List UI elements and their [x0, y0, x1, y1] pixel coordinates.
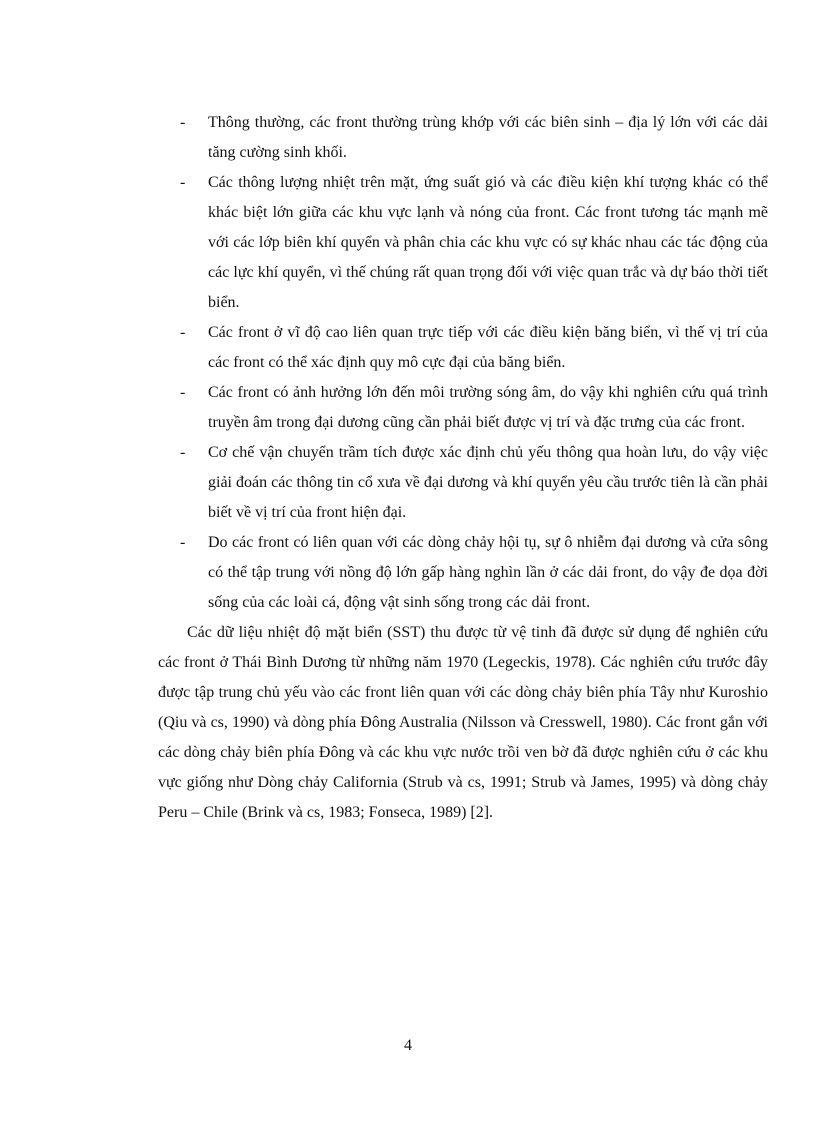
- bullet-marker: -: [180, 324, 186, 341]
- bullet-text: Các front có ảnh hưởng lớn đến môi trường sóng âm, do vậy khi nghiên cứu quá trình truyền âm trong đại dương cũng cần phải biết được vị trí và đặc trưng của các front.: [208, 384, 768, 431]
- bullet-text: Do các front có liên quan với các dòng chảy hội tụ, sự ô nhiễm đại dương và cửa sông có thể tập trung với nồng độ lớn gấp hàng nghìn lần ở các dải front, do vậy đe dọa đời sống của các loài cá, động vật sinh sống trong các dải front.: [208, 534, 768, 611]
- bullet-list: [158, 108, 768, 618]
- page-content: [158, 108, 768, 828]
- bullet-item-2: [158, 168, 768, 318]
- bullet-item-5: [158, 438, 768, 528]
- bullet-text: Thông thường, các front thường trùng khớp với các biên sinh – địa lý lớn với các dải tăng cường sinh khối.: [208, 114, 768, 161]
- bullet-item-1: [158, 108, 768, 168]
- bullet-marker: -: [180, 114, 186, 131]
- bullet-marker: -: [180, 444, 186, 461]
- bullet-marker: -: [180, 534, 186, 551]
- bullet-text: Các front ở vĩ độ cao liên quan trực tiếp với các điều kiện băng biển, vì thế vị trí của các front có thể xác định quy mô cực đại của băng biển.: [208, 324, 768, 371]
- bullet-item-6: [158, 528, 768, 618]
- bullet-item-4: [158, 378, 768, 438]
- bullet-text: Các thông lượng nhiệt trên mặt, ứng suất gió và các điều kiện khí tượng khác có thể khác biệt lớn giữa các khu vực lạnh và nóng của front. Các front tương tác mạnh mẽ với các lớp biên khí quyển và phân chia các khu vực có sự khác nhau các tác động của các lực khí quyển, vì thế chúng rất quan trọng đối với việc quan trắc và dự báo thời tiết biển.: [208, 174, 768, 311]
- bullet-marker: -: [180, 174, 186, 191]
- bullet-item-3: [158, 318, 768, 378]
- bullet-text: Cơ chế vận chuyển trầm tích được xác định chủ yếu thông qua hoàn lưu, do vậy việc giải đoán các thông tin cổ xưa về đại dương và khí quyển yêu cầu trước tiên là cần phải biết về vị trí của front hiện đại.: [208, 444, 768, 521]
- bullet-marker: -: [180, 384, 186, 401]
- body-paragraph: Các dữ liệu nhiệt độ mặt biển (SST) thu được từ vệ tinh đã được sử dụng để nghiên cứu các front ở Thái Bình Dương từ những năm 1970 (Legeckis, 1978). Các nghiên cứu trước đây được tập trung chủ yếu vào các front liên quan với các dòng chảy biên phía Tây như Kuroshio (Qiu và cs, 1990) và dòng phía Đông Australia (Nilsson và Cresswell, 1980). Các front gắn với các dòng chảy biên phía Đông và các khu vực nước trồi ven bờ đã được nghiên cứu ở các khu vực giống như Dòng chảy California (Strub và cs, 1991; Strub và James, 1995) và dòng chảy Peru – Chile (Brink và cs, 1983; Fonseca, 1989) [2].: [158, 624, 768, 821]
- page-number: 4: [404, 1037, 412, 1054]
